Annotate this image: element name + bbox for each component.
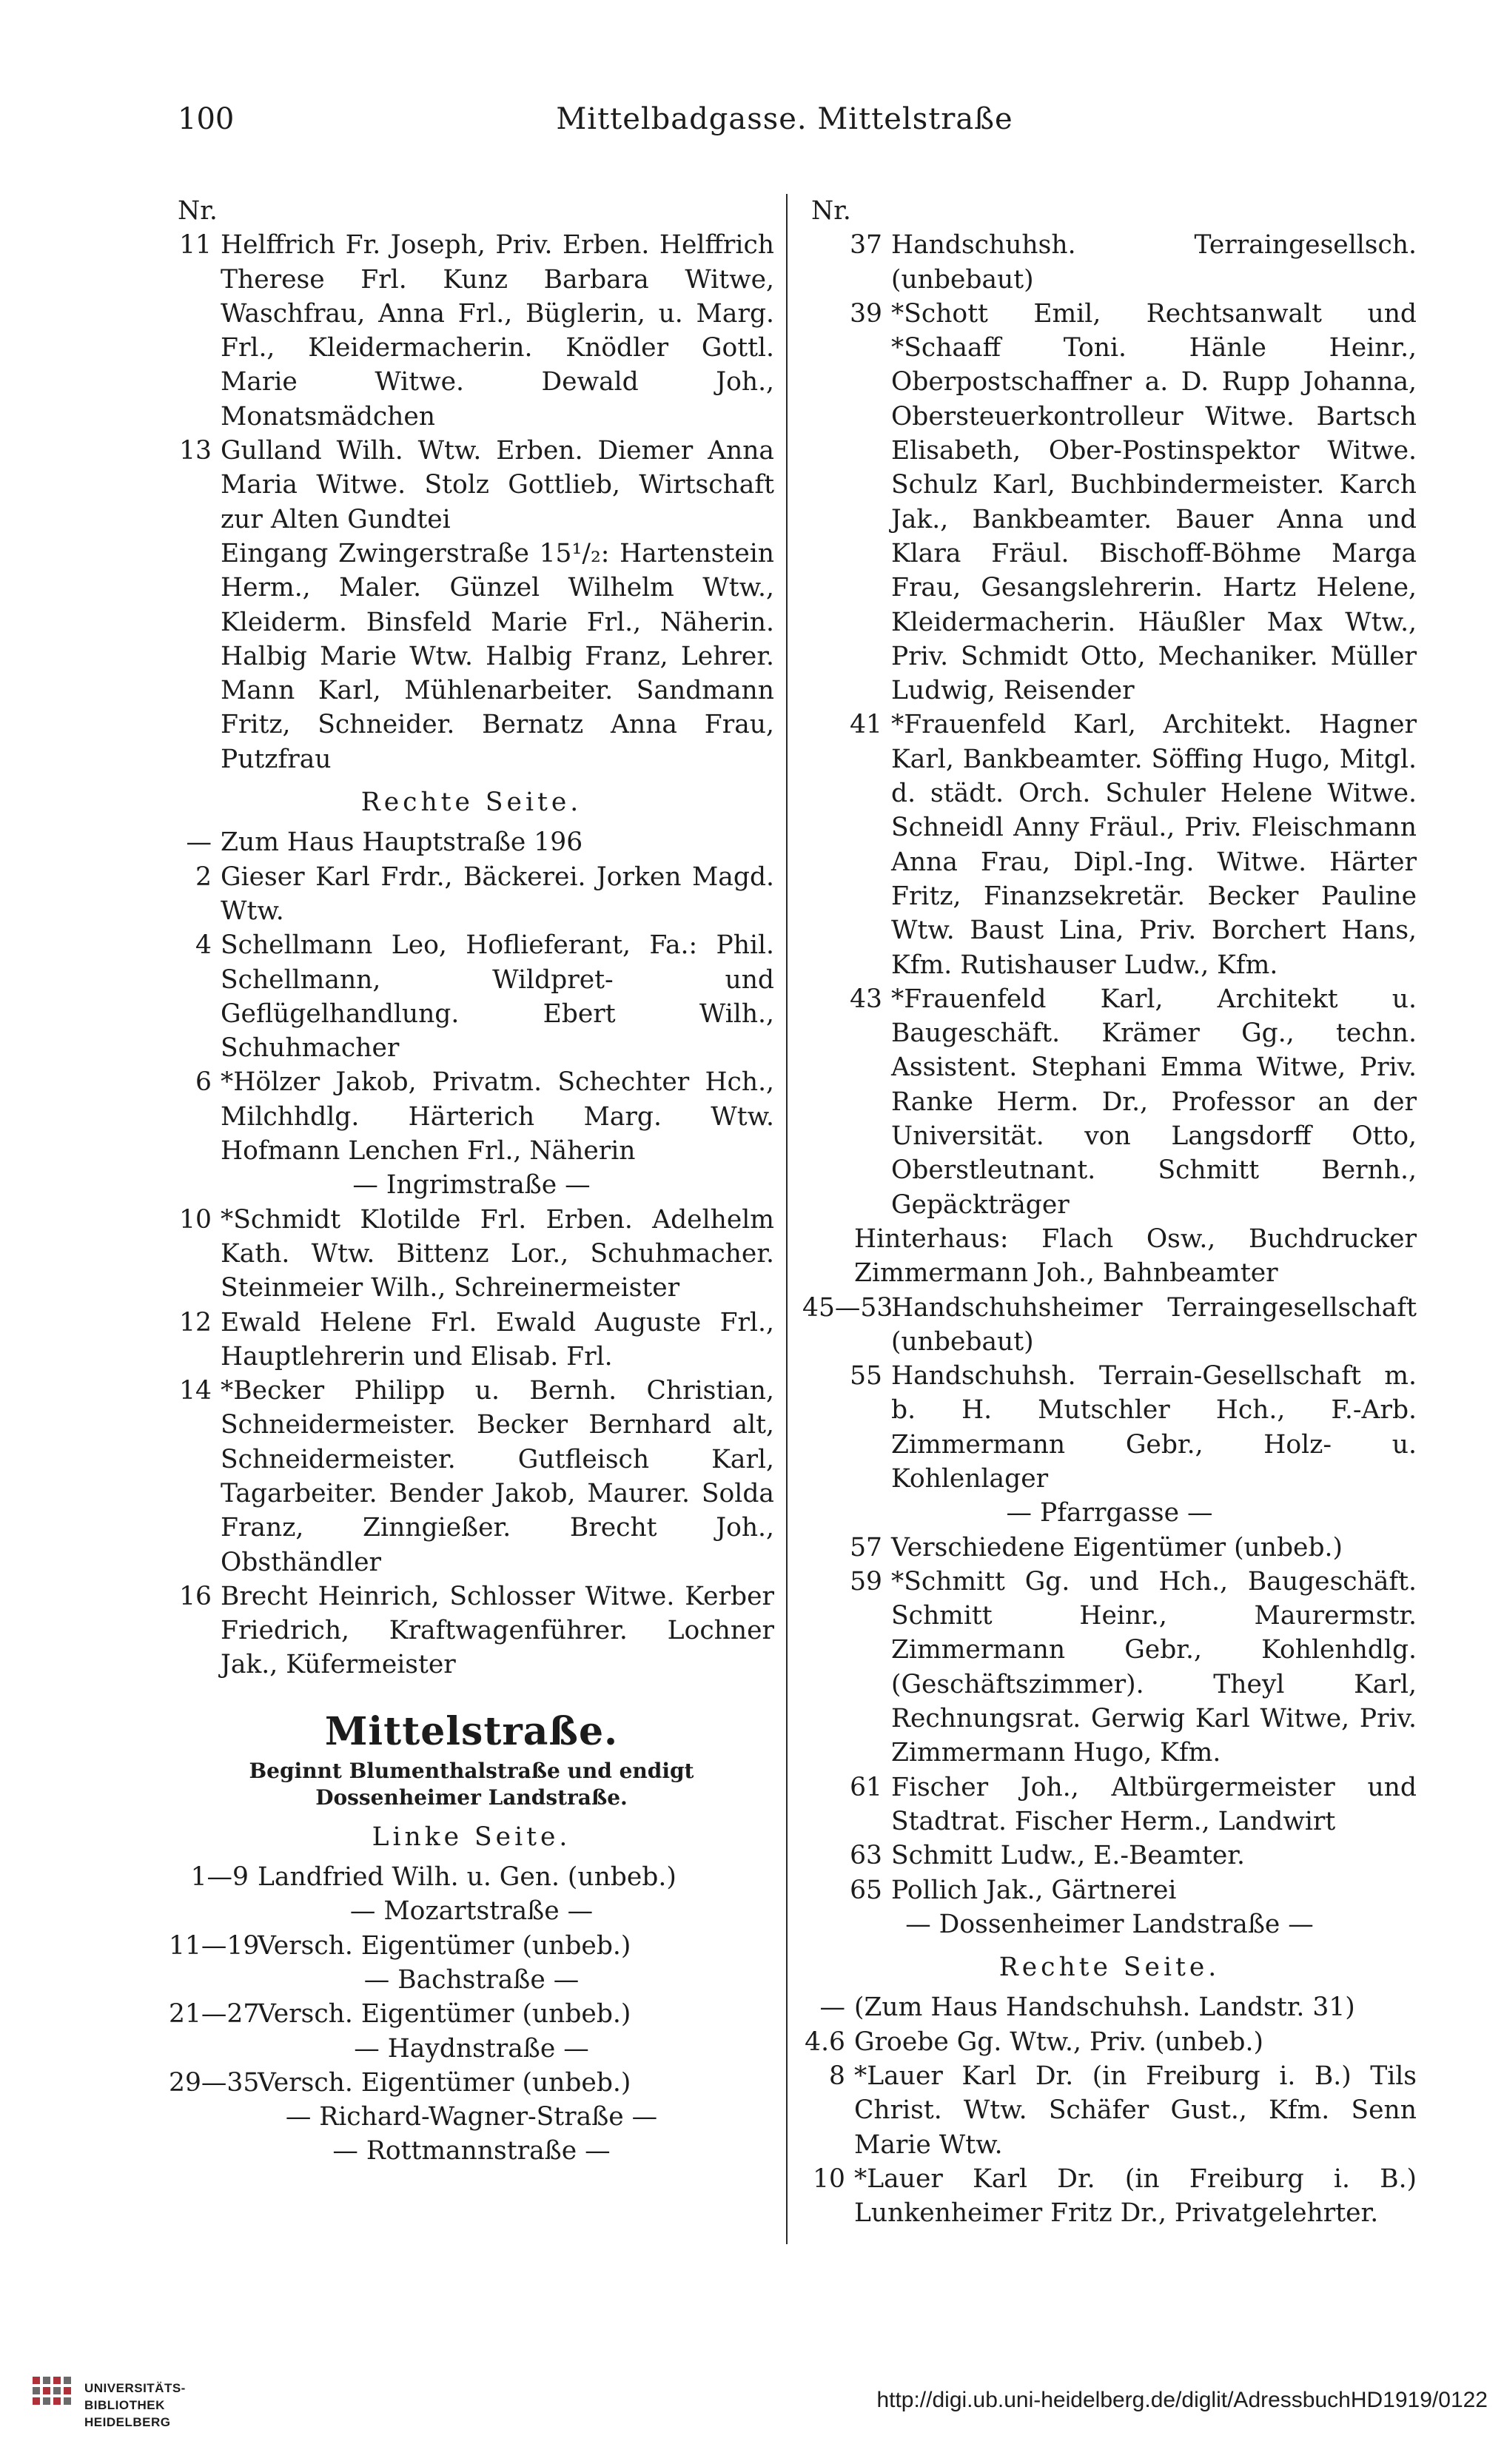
address-entry	[169, 1929, 774, 1963]
mittelbadgasse-left-list	[169, 228, 774, 537]
house-number: 63	[850, 1841, 882, 1871]
house-number: 12	[179, 1307, 212, 1337]
house-number: 43	[850, 984, 882, 1014]
street-crossing: — Mozartstraße —	[349, 1896, 594, 1927]
address-entry	[802, 1990, 1417, 2024]
street-crossing: — Dossenheimer Landstraße —	[905, 1909, 1314, 1939]
resident-list: Helffrich Fr. Joseph, Priv. Erben. Helffrich Therese Frl. Kunz Barbara Witwe, Waschfrau, Anna Frl., Büglerin, u. Marg. Frl., Kleidermacherin. Knödler Gottl. Marie Witwe. Dewald Joh., Monatsmädchen	[221, 230, 774, 432]
address-entry	[802, 1770, 1417, 1839]
resident-list: Ewald Helene Frl. Ewald Auguste Frl., Hauptlehrerin und Elisab. Frl.	[221, 1307, 774, 1372]
source-url: http://digi.ub.uni-heidelberg.de/diglit/AdressbuchHD1919/0122	[876, 2388, 1488, 2412]
resident-list: Handschuhsh. Terrain-Gesellschaft m. b. H. Mutschler Hch., F.-Arb. Zimmermann Gebr., Holz- u. Kohlenlager	[891, 1361, 1417, 1494]
resident-list: *Lauer Karl Dr. (in Freiburg i. B.) Lunkenheimer Fritz Dr., Privatgelehrter.	[854, 2163, 1417, 2229]
logo-line-2: BIBLIOTHEK	[84, 2398, 165, 2412]
resident-list: Groebe Gg. Wtw., Priv. (unbeb.)	[854, 2027, 1263, 2057]
address-entry	[802, 2162, 1417, 2231]
resident-list: *Becker Philipp u. Bernh. Christian, Schneidermeister. Becker Bernhard alt, Schneidermeister. Gutfleisch Karl, Tagarbeiter. Bender Jakob, Maurer. Solda Franz, Zinngießer. Brecht Joh., Obsthändler	[221, 1376, 774, 1577]
house-number: 11—19	[169, 1930, 260, 1961]
resident-list: Verschiedene Eigentümer (unbeb.)	[891, 1532, 1343, 1562]
resident-list: Versch. Eigentümer (unbeb.)	[258, 2067, 631, 2098]
resident-list: Brecht Heinrich, Schlosser Witwe. Kerber Friedrich, Kraftwagenführer. Lochner Jak., Küfermeister	[221, 1581, 774, 1680]
house-number: 4	[195, 930, 212, 961]
house-number: 11	[179, 230, 212, 261]
resident-list: *Schmidt Klotilde Frl. Erben. Adelhelm Kath. Wtw. Bittenz Lor., Schuhmacher. Steinmeier Wilh., Schreinermeister	[221, 1204, 774, 1303]
resident-list: Gulland Wilh. Wtw. Erben. Diemer Anna Maria Witwe. Stolz Gottlieb, Wirtschaft zur Alten Gundtei	[221, 436, 774, 534]
house-number: 37	[850, 230, 882, 261]
resident-list: Schmitt Ludw., E.-Beamter.	[891, 1841, 1245, 1871]
mittelstrasse-left-cont-list	[802, 228, 1417, 1941]
address-entry	[169, 228, 774, 434]
mittelstrasse-right-list	[802, 1990, 1417, 2230]
address-entry	[169, 1306, 774, 1374]
street-crossing: — Pfarrgasse —	[1006, 1498, 1213, 1528]
address-entry	[802, 1531, 1417, 1565]
address-entry	[802, 1291, 1417, 1360]
address-entry	[802, 2025, 1417, 2059]
house-number: 2	[195, 862, 212, 892]
page-title: Mittelbadgasse. Mittelstraße	[556, 102, 1013, 136]
address-entry	[802, 1873, 1417, 1907]
address-entry	[802, 982, 1417, 1222]
resident-list: *Schmitt Gg. und Hch., Baugeschäft. Schmitt Heinr., Maurermstr. Zimmermann Gebr., Kohlenhdlg. (Geschäftszimmer). Theyl Karl, Rechnungsrat. Gerwig Karl Witwe, Priv. Zimmermann Hugo, Kfm.	[891, 1566, 1417, 1768]
house-number: 4.6	[805, 2027, 845, 2057]
rechte-seite-heading: Rechte Seite.	[360, 788, 583, 818]
address-entry	[169, 1580, 774, 1682]
address-entry	[802, 1839, 1417, 1873]
street-crossing: — Haydnstraße —	[354, 2033, 589, 2064]
address-entry	[802, 1359, 1417, 1496]
page-header	[178, 102, 1391, 147]
house-number: 41	[850, 710, 882, 740]
house-number: 16	[179, 1581, 212, 1611]
logo-line-3: HEIDELBERG	[84, 2415, 171, 2429]
resident-list: Gieser Karl Frdr., Bäckerei. Jorken Magd. Wtw.	[221, 862, 774, 926]
address-entry	[802, 297, 1417, 708]
address-entry	[169, 2066, 774, 2100]
resident-list: Pollich Jak., Gärtnerei	[891, 1875, 1177, 1905]
address-entry	[169, 1374, 774, 1580]
logo-line-1: UNIVERSITÄTS-	[84, 2381, 186, 2395]
nr-label: Nr.	[178, 196, 218, 226]
resident-list: *Schott Emil, Rechtsanwalt und *Schaaff Toni. Hänle Heinr., Oberpostschaffner a. D. Rupp Johanna, Obersteuerkontrolleur Witwe. Bartsch Elisabeth, Ober-Postinspektor Witwe. Schulz Karl, Buchbindermeister. Karch Jak., Bankbeamter. Bauer Anna und Klara Fräul. Bischoff-Böhme Marga Frau, Gesangslehrerin. Hartz Helene, Kleidermacherin. Häußler Max Wtw., Priv. Schmidt Otto, Mechaniker. Müller Ludwig, Reisender	[891, 298, 1417, 706]
address-entry	[169, 825, 774, 859]
house-number: 45—53	[802, 1292, 893, 1323]
library-logo	[30, 2372, 252, 2446]
house-number: 65	[850, 1875, 882, 1905]
section-title: Mittelstraße.	[324, 1708, 619, 1754]
street-crossing: — Bachstraße —	[363, 1964, 580, 1995]
house-number: —	[186, 828, 212, 858]
house-number: 39	[850, 298, 882, 329]
address-entry	[802, 228, 1417, 297]
house-number: 6	[195, 1067, 212, 1098]
page-number: 100	[178, 102, 235, 136]
resident-list: Versch. Eigentümer (unbeb.)	[258, 1999, 631, 2030]
resident-list: *Hölzer Jakob, Privatm. Schechter Hch., Milchhdlg. Härterich Marg. Wtw. Hofmann Lenchen Frl., Näherin	[221, 1067, 774, 1166]
linke-seite-heading: Linke Seite.	[372, 1822, 571, 1852]
house-number: 10	[813, 2163, 845, 2194]
address-entry	[169, 434, 774, 537]
section-subtitle: Beginnt Blumenthalstraße und endigt Dossenheimer Landstraße.	[249, 1758, 694, 1810]
plain-entry: Hinterhaus: Flach Osw., Buchdrucker Zimmermann Joh., Bahnbeamter	[854, 1223, 1417, 1289]
resident-list: *Frauenfeld Karl, Architekt. Hagner Karl, Bankbeamter. Söffing Hugo, Mitgl. d. städt. Orch. Schuler Helene Witwe. Schneidl Anny Fräul., Priv. Fleischmann Anna Frau, Dipl.-Ing. Witwe. Härter Fritz, Finanzsekretär. Becker Pauline Wtw. Baust Lina, Priv. Borchert Hans, Kfm. Rutishauser Ludw., Kfm.	[891, 710, 1417, 980]
mittelstrasse-left-list	[169, 1860, 774, 2169]
address-entry	[802, 2059, 1417, 2162]
address-entry	[169, 860, 774, 929]
eingang-entry: Eingang Zwingerstraße 15¹/₂: Hartenstein Herm., Maler. Günzel Wilhelm Wtw., Kleiderm. Binsfeld Marie Frl., Näherin. Halbig Marie Wtw. Halbig Franz, Lehrer. Mann Karl, Mühlenarbeiter. Sandmann Fritz, Schneider. Bernatz Anna Frau, Putzfrau	[221, 538, 774, 774]
street-crossing: — Richard-Wagner-Straße —	[285, 2102, 658, 2132]
rechte-seite-heading: Rechte Seite.	[998, 1953, 1221, 1983]
left-column	[169, 194, 774, 2169]
house-number: 14	[179, 1376, 212, 1406]
resident-list: Handschuhsh. Terraingesellsch. (unbebaut)	[891, 230, 1417, 295]
house-number: 61	[850, 1772, 882, 1802]
right-column	[802, 194, 1417, 2231]
resident-list: Handschuhsheimer Terraingesellschaft (unbebaut)	[891, 1292, 1417, 1357]
house-number: 59	[850, 1566, 882, 1597]
column-divider	[786, 194, 788, 2244]
resident-list: Landfried Wilh. u. Gen. (unbeb.)	[258, 1862, 677, 1893]
house-number: 1—9	[190, 1862, 249, 1893]
house-number: 13	[179, 436, 212, 466]
street-crossing: — Rottmannstraße —	[332, 2136, 611, 2166]
address-entry	[169, 928, 774, 1065]
resident-list: Versch. Eigentümer (unbeb.)	[258, 1930, 631, 1961]
house-number: 8	[829, 2061, 845, 2092]
house-number: —	[819, 1993, 845, 2023]
resident-list: *Lauer Karl Dr. (in Freiburg i. B.) Tils Christ. Wtw. Schäfer Gust., Kfm. Senn Marie Wtw.	[854, 2061, 1417, 2160]
resident-list: Fischer Joh., Altbürgermeister und Stadtrat. Fischer Herm., Landwirt	[891, 1772, 1417, 1836]
address-entry	[169, 1065, 774, 1168]
address-entry	[169, 1997, 774, 2031]
library-logo-icon	[30, 2375, 77, 2428]
house-number: 57	[850, 1532, 882, 1562]
house-number: 55	[850, 1361, 882, 1392]
house-number: 10	[179, 1204, 212, 1235]
address-entry	[169, 1203, 774, 1306]
mittelbadgasse-right-list	[169, 825, 774, 1682]
address-entry	[802, 708, 1417, 981]
resident-list: (Zum Haus Handschuhsh. Landstr. 31)	[854, 1993, 1355, 2023]
resident-list: Schellmann Leo, Hoflieferant, Fa.: Phil. Schellmann, Wildpret- und Geflügelhandlung. Ebert Wilh., Schuhmacher	[221, 930, 774, 1064]
resident-list: *Frauenfeld Karl, Architekt u. Baugeschäft. Krämer Gg., techn. Assistent. Stephani Emma Witwe, Priv. Ranke Herm. Dr., Professor an der Universität. von Langsdorff Otto, Oberstleutnant. Schmitt Bernh., Gepäckträger	[891, 984, 1417, 1220]
street-crossing: — Ingrimstraße —	[352, 1170, 591, 1201]
address-entry	[802, 1565, 1417, 1770]
address-entry	[169, 1860, 774, 1894]
house-number: 29—35	[169, 2067, 260, 2098]
resident-list: Zum Haus Hauptstraße 196	[221, 828, 583, 858]
house-number: 21—27	[169, 1999, 260, 2030]
nr-label: Nr.	[811, 196, 851, 226]
